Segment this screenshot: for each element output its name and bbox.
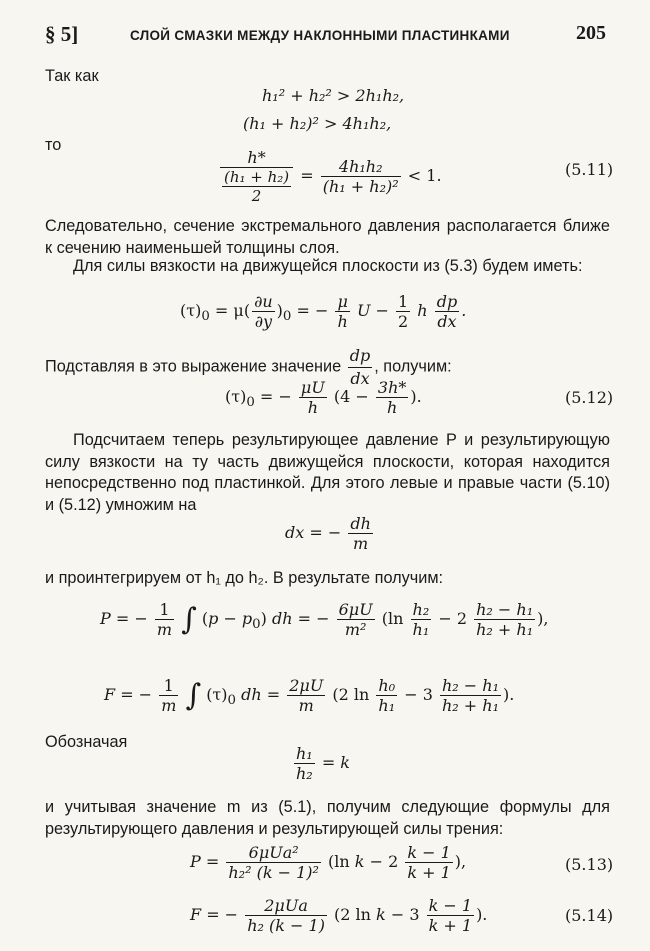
text-oboznachaya: Обозначая	[45, 733, 128, 751]
equation-5-13-number: (5.13)	[565, 855, 614, 874]
text-to: то	[45, 136, 62, 154]
paragraph-5: и проинтегрируем от h₁ до h₂. В результате получим:	[45, 569, 444, 587]
paragraph-1: Следовательно, сечение экстремального давления располагается ближе к сечению наименьшей толщины слоя.	[45, 217, 610, 257]
equation-5-12-body: $(\tau)_0$ = − $\frac{\mu U}{h}$ (4 − $\frac{3h*}{h}$ ).	[225, 378, 422, 417]
paragraph-4: Подсчитаем теперь результирующее давление P и результирующую силу вязкости на ту часть движущейся плоскости, которая находится непосредственно под пластинкой. Для этого левые и правые части (5.10) и (5.12) умножим на	[45, 431, 610, 514]
equation-tau-0: $(\tau)_0 = \mu$( $\frac{\partial u}{\partial y}$ )$_0$ = − $\frac{\mu}{h}$ U − $\frac{1}{2}$ h $\frac{dp}{dx}$ .	[180, 292, 467, 331]
equation-5-11-number: (5.11)	[565, 160, 614, 179]
equation-5-11-body: $\frac{h*}{\frac{\text{(h₁ + h₂)}}{2}}$ = $\frac{\text{4h₁h₂}}{\text{(h₁ + h₂)²}}$ < 1.	[218, 148, 442, 205]
equation-5-14-body: F = − $\frac{\text{2μUa}}{\text{h₂ (k − 1)}}$ (2 ln k − 3 $\frac{k - 1}{k + 1}$ ).	[190, 896, 488, 935]
inequality-1: h₁² + h₂² > 2h₁h₂,	[262, 86, 405, 105]
text-tak-kak: Так как	[45, 67, 99, 85]
equation-5-14-number: (5.14)	[565, 906, 614, 925]
paragraph-3: Подставляя в это выражение значение $\frac{dp}{dx}$ , получим:	[45, 346, 452, 388]
page-number: 205	[576, 22, 606, 44]
equation-k: $\frac{\text{h₁}}{\text{h₂}}$ = k	[296, 744, 350, 783]
equation-f-integral: F = − $\frac{1}{m}$ ∫ $(\tau)_0$ dh = $\frac{2\mu U}{m}$ (2 ln $\frac{\text{h₀}}{\text{h₁}}$ − 3 $\frac{\text{h₂ − h₁}}{\text{h₂ + h₁}}$ ).	[104, 676, 515, 715]
equation-p-integral: P = − $\frac{1}{m}$ ∫ $(p - p_0)$ dh = − $\frac{6\mu U}{\text{m²}}$ (ln $\frac{\text{h₂}}{\text{h₁}}$ − 2 $\frac{\text{h₂ − h₁}}{\text{h₂ + h₁}}$ ),	[100, 600, 549, 639]
paragraph-2: Для силы вязкости на движущейся плоскости из (5.3) будем иметь:	[73, 257, 583, 275]
inequality-2: (h₁ + h₂)² > 4h₁h₂,	[243, 114, 392, 133]
section-marker: § 5]	[45, 22, 79, 46]
paragraph-6: и учитывая значение m из (5.1), получим следующие формулы для результирующего давления и результирующей силы трения:	[45, 798, 610, 838]
equation-5-13-body: P = $\frac{\text{6μUa²}}{\text{h₂² (k − 1)²}}$ (ln k − 2 $\frac{k - 1}{k + 1}$ ),	[190, 843, 467, 882]
equation-5-12-number: (5.12)	[565, 388, 614, 407]
equation-dx: dx = − $\frac{dh}{m}$	[285, 514, 371, 553]
running-title: СЛОЙ СМАЗКИ МЕЖДУ НАКЛОННЫМИ ПЛАСТИНКАМИ	[130, 28, 510, 43]
